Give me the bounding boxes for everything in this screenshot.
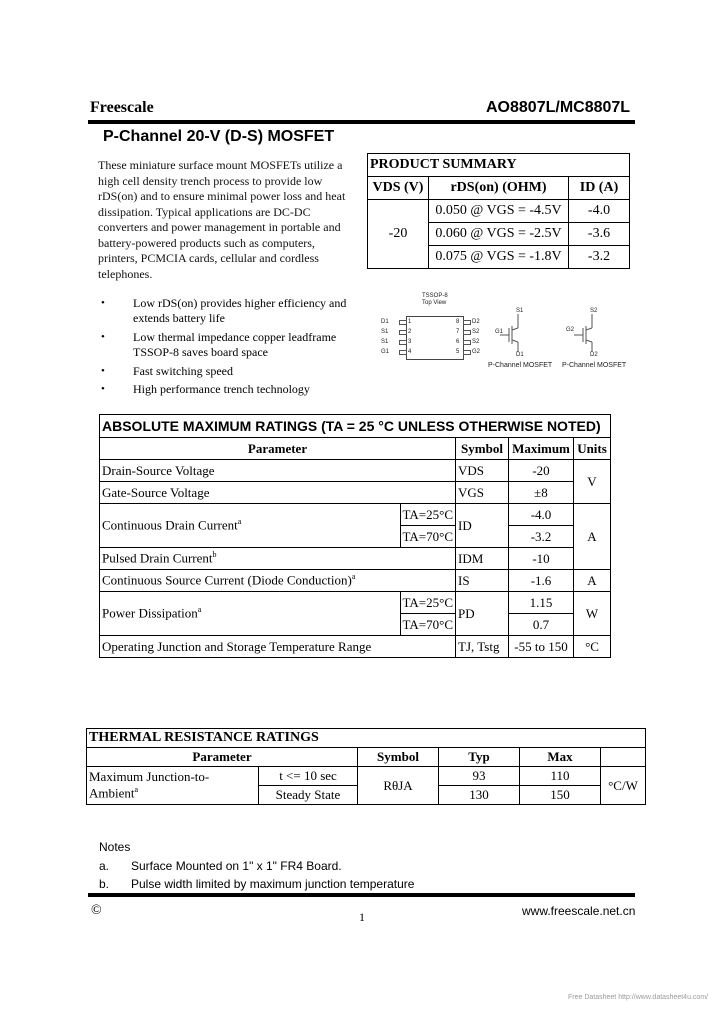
pin-number: 1 (408, 319, 412, 325)
vds-header: VDS (V) (368, 177, 429, 200)
vds-value: -20 (368, 200, 429, 269)
thermal-title: THERMAL RESISTANCE RATINGS (87, 729, 646, 748)
bullet-icon: • (101, 383, 105, 395)
pin-mark-icon (399, 330, 407, 335)
feature-line: Fast switching speed (133, 364, 233, 378)
units-header: Units (574, 438, 611, 460)
copyright-symbol: © (91, 903, 102, 918)
notes-title: Notes (99, 840, 131, 854)
unit-cell: V (574, 460, 611, 504)
bullet-icon: • (101, 365, 105, 377)
param-header: Parameter (100, 438, 456, 460)
max-header: Max (520, 748, 601, 767)
param-label: Continuous Drain Current (102, 517, 238, 533)
feature-item (101, 296, 363, 326)
diagram-caption: P-Channel MOSFET (488, 362, 553, 369)
max-value: 110 (520, 767, 601, 786)
footnote-mark: a (351, 572, 356, 582)
brand-name: Freescale (90, 99, 154, 116)
pin-label: S1 (381, 329, 389, 335)
rds-value: 0.060 @ VGS = -2.5V (429, 223, 569, 246)
condition-cell: t <= 10 sec (259, 767, 358, 786)
typ-header: Typ (439, 748, 520, 767)
package-label: TSSOP-8 (422, 293, 448, 299)
symbol-cell: IDM (456, 548, 509, 570)
note-text: Surface Mounted on 1" x 1" FR4 Board. (131, 859, 342, 873)
symbol-cell: VGS (456, 482, 509, 504)
unit-cell: A (574, 504, 611, 570)
symbol-header: Symbol (456, 438, 509, 460)
symbol-cell: IS (456, 570, 509, 592)
symbol-cell: TJ, Tstg (456, 636, 509, 658)
max-value: -20 (509, 460, 574, 482)
pin-label: D1 (381, 319, 389, 325)
gate-label: G1 (495, 329, 504, 335)
header-rule (88, 120, 635, 124)
max-value: -10 (509, 548, 574, 570)
max-value: 1.15 (509, 592, 574, 614)
product-summary-table (367, 153, 630, 269)
description (98, 158, 358, 282)
pin-mark-icon (463, 340, 471, 345)
unit-cell: °C (574, 636, 611, 658)
param-label-cell (100, 570, 456, 592)
condition-cell: Steady State (259, 786, 358, 805)
pin-mark-icon (463, 330, 471, 335)
drain-label: D1 (516, 352, 524, 358)
page-number: 1 (359, 910, 365, 924)
pin-label: G2 (472, 349, 481, 355)
pin-label: S2 (472, 339, 480, 345)
pin-mark-icon (399, 350, 407, 355)
feature-line: High performance trench technology (133, 382, 310, 396)
param-label: Gate-Source Voltage (100, 482, 456, 504)
symbol-cell: ID (456, 504, 509, 548)
p-channel-mosfet-symbol-icon (570, 308, 610, 358)
footer-rule (88, 893, 635, 897)
param-label-cell (87, 767, 259, 805)
note-key: a. (99, 859, 110, 873)
watermark-text: Free Datasheet http://www.datasheet4u.com/ (568, 994, 709, 1001)
pin-label: G1 (381, 349, 390, 355)
param-label-cell (100, 504, 401, 548)
rds-value: 0.075 @ VGS = -1.8V (429, 246, 569, 269)
footnote-mark: a (237, 517, 242, 527)
max-value: 150 (520, 786, 601, 805)
bullet-icon: • (101, 331, 105, 343)
feature-line: extends battery life (133, 311, 225, 325)
feature-line: Low rDS(on) provides higher efficiency and (133, 296, 347, 310)
thermal-table (86, 728, 646, 805)
pin-label: D2 (472, 319, 480, 325)
symbol-cell: PD (456, 592, 509, 636)
id-value: -3.2 (569, 246, 630, 269)
rds-header: rDS(on) (OHM) (429, 177, 569, 200)
id-value: -3.6 (569, 223, 630, 246)
description-line: dissipation. Typical applications are DC-DC (98, 204, 311, 219)
max-value: -4.0 (509, 504, 574, 526)
description-line: battery-powered products such as computers, (98, 235, 315, 250)
typ-value: 93 (439, 767, 520, 786)
description-line: These miniature surface mount MOSFETs utilize a (98, 158, 343, 172)
param-label: Drain-Source Voltage (100, 460, 456, 482)
typ-value: 130 (439, 786, 520, 805)
pin-mark-icon (463, 320, 471, 325)
package-diagram (378, 290, 630, 372)
part-number: AO8807L/MC8807L (486, 99, 631, 116)
footnote-mark: b (212, 550, 217, 560)
param-label: Operating Junction and Storage Temperature Range (100, 636, 456, 658)
abs-max-title: ABSOLUTE MAXIMUM RATINGS (TA = 25 °C UNLESS OTHERWISE NOTED) (100, 415, 611, 438)
pin-number: 7 (456, 329, 460, 335)
pin-number: 8 (456, 319, 460, 325)
unit-cell: °C/W (601, 767, 646, 805)
gate-label: G2 (566, 327, 575, 333)
param-label-cell (100, 592, 401, 636)
unit-header-cell (601, 748, 646, 767)
view-label: Top View (422, 300, 447, 306)
description-line: rDS(on) and to ensure minimal power loss and heat (98, 189, 346, 203)
condition-cell: TA=70°C (400, 526, 456, 548)
pin-mark-icon (399, 320, 407, 325)
max-value: -3.2 (509, 526, 574, 548)
rds-value: 0.050 @ VGS = -4.5V (429, 200, 569, 223)
unit-cell: W (574, 592, 611, 636)
symbol-cell: VDS (456, 460, 509, 482)
max-value: ±8 (509, 482, 574, 504)
id-header: ID (A) (569, 177, 630, 200)
description-line: high cell density trench process to provide low (98, 173, 323, 188)
source-label: S1 (516, 308, 524, 314)
drain-label: D2 (590, 352, 598, 358)
id-value: -4.0 (569, 200, 630, 223)
note-key: b. (99, 877, 110, 891)
symbol-header: Symbol (358, 748, 439, 767)
param-header: Parameter (87, 748, 358, 767)
pin-number: 5 (456, 349, 460, 355)
footer-url[interactable]: www.freescale.net.cn (522, 904, 636, 918)
description-line: converters and power management in portable and (98, 220, 341, 234)
description-line: telephones. (98, 266, 153, 281)
footnote-mark: a (197, 605, 202, 615)
param-label-cell (100, 548, 456, 570)
pin-number: 2 (408, 329, 412, 335)
symbol-cell: RθJA (358, 767, 439, 805)
description-line: printers, PCMCIA cards, cellular and cordless (98, 251, 319, 265)
max-value: -1.6 (509, 570, 574, 592)
diagram-caption: P-Channel MOSFET (562, 362, 627, 369)
maximum-header: Maximum (509, 438, 574, 460)
feature-line: Low thermal impedance copper leadframe (133, 330, 337, 344)
pin-mark-icon (463, 350, 471, 355)
pin-label: S1 (381, 339, 389, 345)
bullet-icon: • (101, 297, 105, 309)
condition-cell: TA=25°C (400, 504, 456, 526)
unit-cell: A (574, 570, 611, 592)
feature-item (101, 364, 363, 379)
page-title: P-Channel 20-V (D-S) MOSFET (103, 128, 335, 145)
condition-cell: TA=70°C (400, 614, 456, 636)
product-summary-title: PRODUCT SUMMARY (368, 154, 630, 177)
footnote-mark: a (134, 785, 139, 795)
pin-label: S2 (472, 329, 480, 335)
pin-number: 3 (408, 339, 412, 345)
note-text: Pulse width limited by maximum junction temperature (131, 877, 415, 891)
pin-number: 6 (456, 339, 460, 345)
pin-mark-icon (399, 340, 407, 345)
absolute-max-table (99, 414, 611, 658)
max-value: -55 to 150 (509, 636, 574, 658)
param-label: Pulsed Drain Current (102, 550, 213, 566)
feature-item (101, 382, 363, 397)
pin-number: 4 (408, 349, 412, 355)
param-label: Power Dissipation (102, 605, 198, 621)
feature-item (101, 330, 363, 360)
condition-cell: TA=25°C (400, 592, 456, 614)
source-label: S2 (590, 308, 598, 314)
param-label: Continuous Source Current (Diode Conduction) (102, 572, 352, 588)
max-value: 0.7 (509, 614, 574, 636)
param-label: Maximum Junction-to-Ambient (89, 769, 210, 801)
feature-line: TSSOP-8 saves board space (133, 345, 268, 359)
